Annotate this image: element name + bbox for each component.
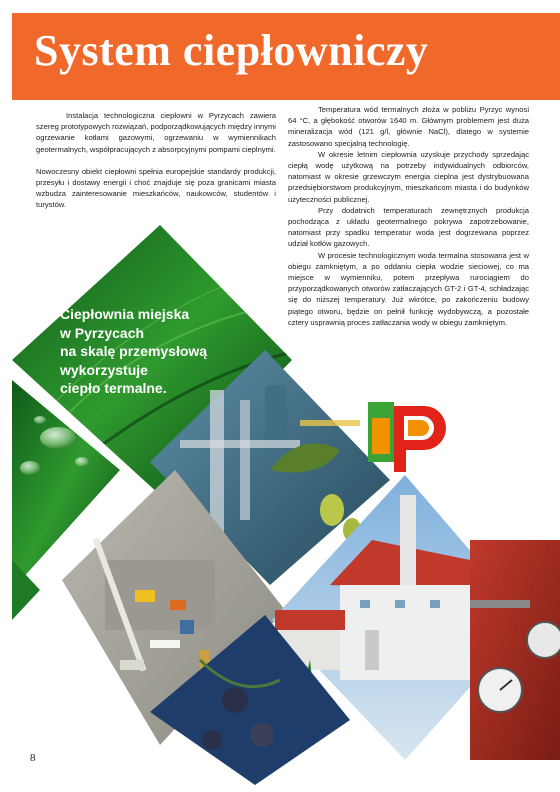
pressure-gauges-photo xyxy=(470,540,560,760)
paragraph: Instalacja technologiczna ciepłowni w Pyrzycach zawiera szereg prototypowych rozwiązań, podporządkowujących między innymi ogrzewanie kotłami gazowymi, ogrzewaniu w wymiennikach geotermalnych, współpracujących z absorpcyjnymi pompami cieplnymi. xyxy=(36,111,276,154)
paragraph: Nowoczesny obiekt ciepłowni spełnia europejskie standardy produkcji, przesyłu i dostawy energii i choć znajduje się poza granicami miasta wzbudza zainteresowanie mieszkańców, naukowców, studentów i turystów. xyxy=(36,166,276,210)
paragraph: W procesie technologicznym woda termalna stosowana jest w obiegu zamkniętym, a po oddaniu ciepła wodzie sieciowej, co ma miejsce w wymienniku, potem przepływa rurociągiem do przyporządkowanych otworów zatłaczających GT-2 i GT-4, schładzając się do niższej temperatury. Już wkrótce, po zakończeniu budowy piątego otworu, będzie on pełnił funkcję wydobywczą, a pozostałe cztery usprawnią proces zatłaczania wody w obiegu zamkniętym. xyxy=(288,250,529,327)
page-title: System ciepłowniczy xyxy=(34,26,429,75)
caption-line: Ciepłownia miejska xyxy=(60,306,190,322)
geotermia-logo xyxy=(368,402,446,472)
photo-caption xyxy=(60,305,240,398)
paragraph: Temperatura wód termalnych złoża w pobliżu Pyrzyc wynosi 64 °C, a głębokość otworów 1640 m. Głównym problemem jest duża mineralizacja wód (121 g/l, głównie NaCl), dlatego w systemie zastosowano specjalną technologię. xyxy=(288,105,529,148)
caption-line: wykorzystuje xyxy=(60,361,148,378)
page-number: 8 xyxy=(30,752,36,764)
caption-line: w Pyrzycach xyxy=(60,324,145,341)
caption-line: na skalę przemysłową xyxy=(60,343,208,359)
paragraph: Przy dodatnich temperaturach zewnętrznych produkcja pochodząca z układu geotermalnego pokrywa zapotrzebowanie, natomiast przy spadku temperatur woda jest dogrzewana poprzez udział kotłów gazowych. xyxy=(288,205,529,249)
caption-line: ciepło termalne. xyxy=(60,380,167,396)
paragraph: W okresie letnim ciepłownia uzyskuje przychody sprzedając ciepłą wodę użytkową na potrzeby indywidualnych odbiorców, natomiast w okresie grzewczym energia cieplna jest dystrybuowana przedsiębiorstwom produkcyjnym, mieszkańcom miasta i do budynków użyteczności publicznej. xyxy=(288,149,529,204)
